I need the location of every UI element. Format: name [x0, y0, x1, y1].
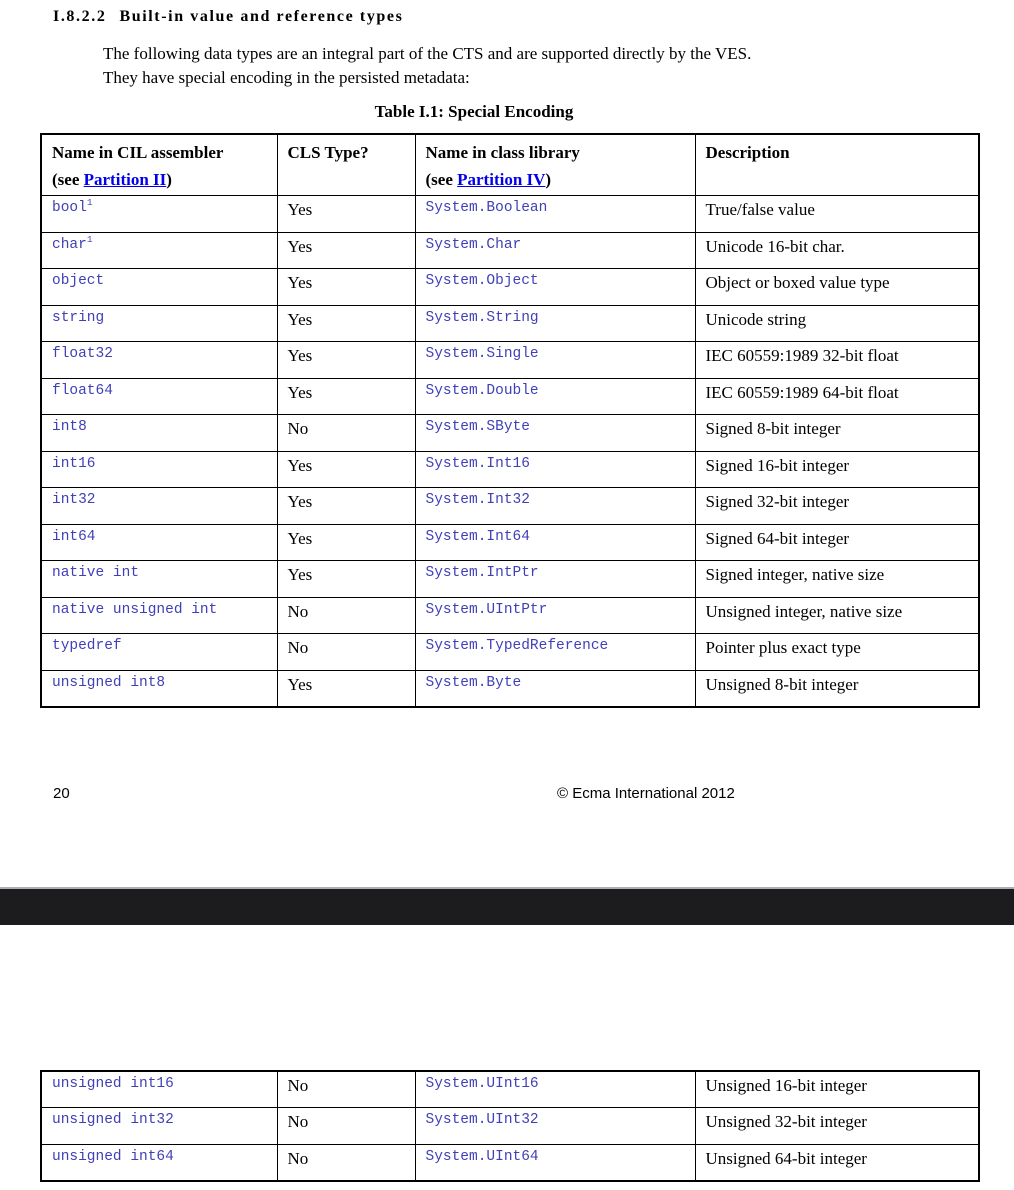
cil-name-cell: float32 [41, 342, 277, 379]
class-library-cell: System.Char [415, 232, 695, 269]
description-cell: IEC 60559:1989 32-bit float [695, 342, 979, 379]
cls-type-cell: No [277, 1144, 415, 1181]
cil-name-cell: unsigned int32 [41, 1108, 277, 1145]
description-cell: Unsigned 16-bit integer [695, 1071, 979, 1108]
cil-name-cell: native unsigned int [41, 597, 277, 634]
col-header-title: CLS Type? [287, 143, 369, 162]
description-cell: Unsigned 32-bit integer [695, 1108, 979, 1145]
cil-name-cell: bool$^1$ [41, 196, 277, 233]
description-cell: Unsigned integer, native size [695, 597, 979, 634]
cls-type-cell: Yes [277, 232, 415, 269]
class-library-cell: System.Object [415, 269, 695, 306]
table-row [41, 597, 979, 634]
col-header-title: Description [705, 143, 790, 162]
see-suffix: ) [545, 170, 552, 189]
cil-name-cell: unsigned int64 [41, 1144, 277, 1181]
col-header-class-library [415, 134, 695, 196]
cls-type-cell: No [277, 634, 415, 671]
types-table-continued-body [41, 1071, 979, 1181]
see-prefix: (see [425, 170, 458, 189]
table-row [41, 269, 979, 306]
cls-type-cell: Yes [277, 378, 415, 415]
description-cell: Object or boxed value type [695, 269, 979, 306]
class-library-cell: System.Single [415, 342, 695, 379]
description-cell: True/false value [695, 196, 979, 233]
section-title: Built-in value and reference types [119, 8, 404, 25]
table-row [41, 305, 979, 342]
col-header-cil-assembler [41, 134, 277, 196]
table-row [41, 634, 979, 671]
class-library-cell: System.Boolean [415, 196, 695, 233]
description-cell: Signed 8-bit integer [695, 415, 979, 452]
footnote-ref: 1 [86, 197, 93, 209]
class-library-cell: System.String [415, 305, 695, 342]
description-cell: Signed 16-bit integer [695, 451, 979, 488]
description-cell: Unicode 16-bit char. [695, 232, 979, 269]
cil-name-cell: native int [41, 561, 277, 598]
cil-name-cell: int32 [41, 488, 277, 525]
types-table-body [41, 196, 979, 707]
col-header-title: Name in class library [425, 143, 580, 162]
cls-type-cell: Yes [277, 342, 415, 379]
types-table-continued [40, 1070, 980, 1182]
table-row [41, 561, 979, 598]
class-library-cell: System.UInt64 [415, 1144, 695, 1181]
description-cell: Pointer plus exact type [695, 634, 979, 671]
description-cell: Signed 32-bit integer [695, 488, 979, 525]
cls-type-cell: No [277, 1108, 415, 1145]
col-header-title: Name in CIL assembler [52, 143, 224, 162]
cil-name-cell: float64 [41, 378, 277, 415]
class-library-cell: System.Double [415, 378, 695, 415]
class-library-cell: System.Int32 [415, 488, 695, 525]
cls-type-cell: Yes [277, 524, 415, 561]
cls-type-cell: Yes [277, 488, 415, 525]
table-row [41, 196, 979, 233]
cil-name-cell: unsigned int16 [41, 1071, 277, 1108]
description-cell: IEC 60559:1989 64-bit float [695, 378, 979, 415]
table-row [41, 378, 979, 415]
cls-type-cell: No [277, 597, 415, 634]
table-row [41, 232, 979, 269]
description-cell: Unsigned 8-bit integer [695, 670, 979, 707]
see-suffix: ) [166, 170, 172, 189]
table-row [41, 1108, 979, 1145]
cls-type-cell: Yes [277, 561, 415, 598]
description-cell: Unsigned 64-bit integer [695, 1144, 979, 1181]
class-library-cell: System.UInt32 [415, 1108, 695, 1145]
cil-name-cell: int8 [41, 415, 277, 452]
types-table-header [41, 134, 979, 196]
table-row [41, 415, 979, 452]
section-number: I.8.2.2 [53, 8, 107, 25]
footer-copyright: © Ecma International 2012 [557, 785, 735, 802]
intro-line-1: The following data types are an integral part of the CTS and are supported directly by the VES. [103, 44, 752, 63]
cil-name-cell: int64 [41, 524, 277, 561]
cls-type-cell: No [277, 415, 415, 452]
cls-type-cell: Yes [277, 196, 415, 233]
cil-name-cell: char$^1$ [41, 232, 277, 269]
description-cell: Signed integer, native size [695, 561, 979, 598]
cls-type-cell: Yes [277, 451, 415, 488]
partition-ii-link[interactable]: Partition II [83, 170, 167, 189]
cls-type-cell: Yes [277, 305, 415, 342]
table-row [41, 670, 979, 707]
table-row [41, 1144, 979, 1181]
cls-type-cell: No [277, 1071, 415, 1108]
table-row [41, 1071, 979, 1108]
class-library-cell: System.Byte [415, 670, 695, 707]
table-row [41, 342, 979, 379]
cil-name-cell: unsigned int8 [41, 670, 277, 707]
col-header-description [695, 134, 979, 196]
cil-name-cell: typedref [41, 634, 277, 671]
section-heading [53, 8, 403, 26]
col-header-cls-type [277, 134, 415, 196]
class-library-cell: System.Int64 [415, 524, 695, 561]
cls-type-cell: Yes [277, 269, 415, 306]
table-caption: Table I.1: Special Encoding [374, 102, 574, 121]
class-library-cell: System.IntPtr [415, 561, 695, 598]
footnote-ref: 1 [86, 233, 93, 245]
see-prefix: (see [52, 170, 84, 189]
footer-page-number: 20 [53, 785, 70, 802]
table-row [41, 451, 979, 488]
class-library-cell: System.Int16 [415, 451, 695, 488]
intro-line-2: They have special encoding in the persisted metadata: [103, 68, 470, 87]
partition-iv-link[interactable]: Partition IV [457, 170, 546, 189]
cls-type-cell: Yes [277, 670, 415, 707]
class-library-cell: System.TypedReference [415, 634, 695, 671]
cil-name-cell: string [41, 305, 277, 342]
table-row [41, 524, 979, 561]
page-divider-bar [0, 887, 1014, 925]
description-cell: Unicode string [695, 305, 979, 342]
cil-name-cell: int16 [41, 451, 277, 488]
cil-name-cell: object [41, 269, 277, 306]
class-library-cell: System.UIntPtr [415, 597, 695, 634]
table-row [41, 488, 979, 525]
description-cell: Signed 64-bit integer [695, 524, 979, 561]
header-row [41, 134, 979, 196]
class-library-cell: System.SByte [415, 415, 695, 452]
intro-paragraph [103, 42, 933, 90]
class-library-cell: System.UInt16 [415, 1071, 695, 1108]
types-table [40, 133, 980, 708]
